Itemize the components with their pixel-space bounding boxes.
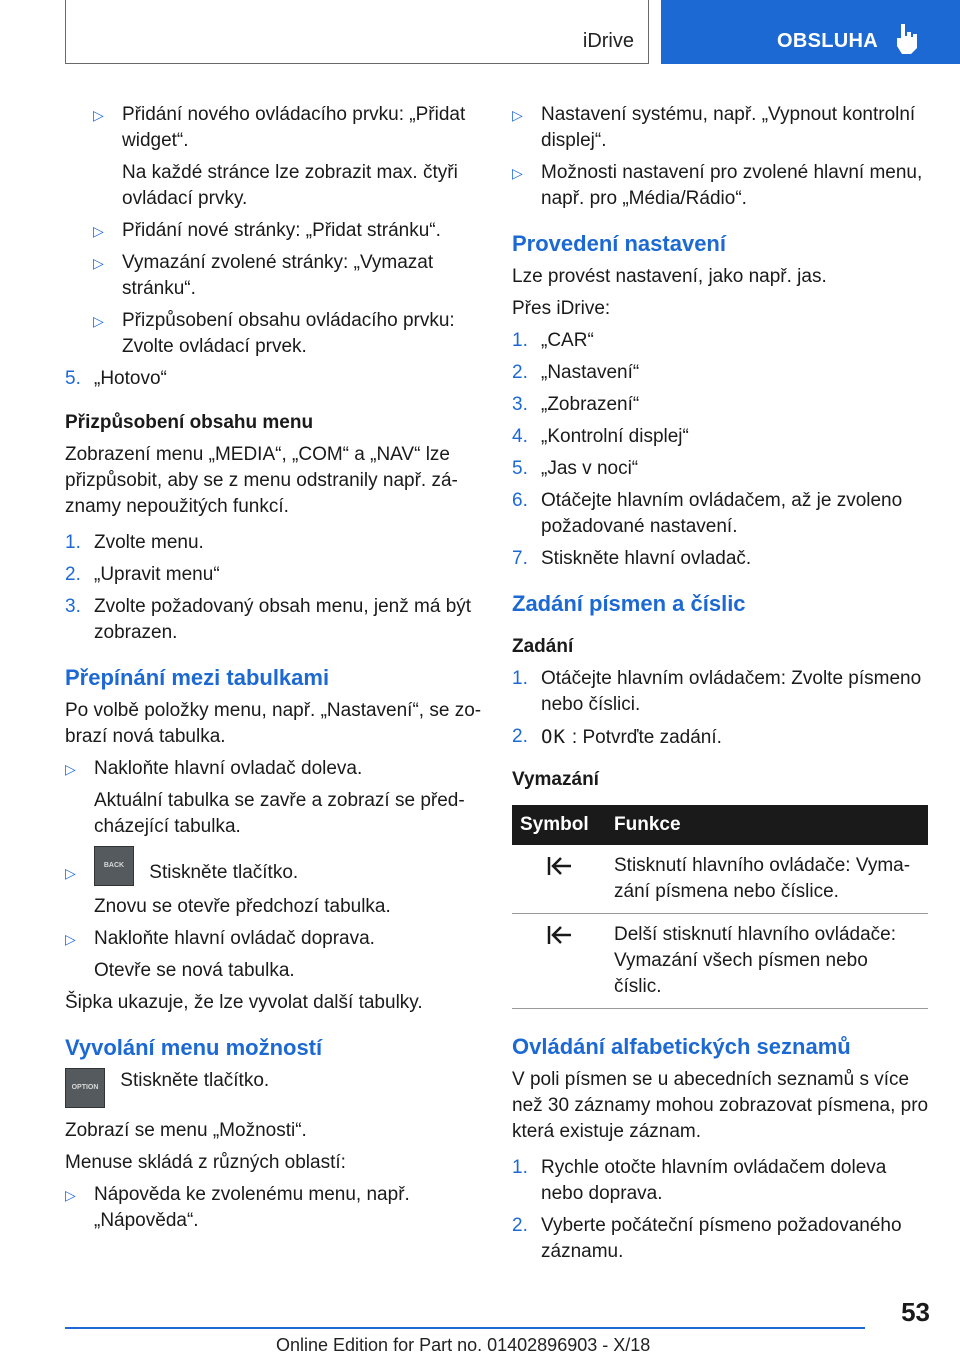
list-item-note: Otevře se nová tabulka.	[94, 960, 295, 981]
list-item-note: Znovu se otevře předchozí tabulka.	[94, 896, 391, 917]
step-item: 1. Rychle otočte hlavním ovládačem doleva nebo doprava.	[512, 1157, 887, 1204]
press-button-text: Stiskněte tlačítko.	[120, 1070, 270, 1091]
triangle-bullet-icon: ▷	[512, 165, 523, 181]
step-item: 2. „Upravit menu“	[65, 564, 220, 585]
hand-pointer-icon	[895, 22, 921, 54]
table-cell-function: Stisknutí hlavního ovládače: Vymazání písmena nebo číslice.	[606, 845, 928, 914]
list-item-note: Na každé stránce lze zobrazit max. čtyři ovládací prvky.	[122, 162, 458, 209]
heading-customize-menu: Přizpůsobení obsahu menu	[65, 412, 314, 433]
step-item: 1. „CAR“	[512, 330, 594, 351]
list-item: ▷ Nápověda ke zvolenému menu, např. „Nápověda“.	[65, 1184, 410, 1231]
delete-arrow-icon	[545, 924, 573, 946]
press-button-text: Stiskněte tlačítko.	[149, 862, 299, 883]
list-item: ▷ Nakloňte hlavní ovládač doprava.	[65, 926, 485, 952]
triangle-bullet-icon: ▷	[65, 761, 76, 777]
triangle-bullet-icon: ▷	[512, 107, 523, 123]
triangle-bullet-icon: ▷	[65, 1187, 76, 1203]
step-item: 6. Otáčejte hlavním ovládačem, až je zvoleno požadované nastavení.	[512, 490, 903, 537]
table-row	[512, 914, 928, 1009]
left-column	[65, 102, 485, 1240]
step-item: 2. OK : Potvrďte zadání.	[512, 726, 722, 748]
paragraph-via: Přes iDrive:	[512, 298, 611, 319]
heading-alphabetic-lists: Ovládání alfabetických seznamů	[512, 1034, 851, 1059]
option-key-row	[65, 1068, 485, 1112]
list-item-note: Aktuální tabulka se zavře a zobrazí se předcházející tabulka.	[94, 790, 465, 837]
footer-edition: Online Edition for Part no. 01402896903 - X/18	[276, 1335, 651, 1355]
heading-letters-numbers: Zadání písmen a číslic	[512, 591, 746, 616]
page-number: 53	[901, 1297, 930, 1327]
step-item: 2. Vyberte počáteční písmeno požadovaného záznamu.	[512, 1215, 902, 1262]
triangle-bullet-icon: ▷	[93, 313, 104, 329]
list-item: ▷ Nastavení systému, např. „Vypnout kontrolní displej“.	[512, 104, 916, 151]
list-item: ▷ Vymazání zvolené stránky: „Vymazat stránku“.	[93, 252, 434, 299]
header-chapter-box	[661, 0, 960, 64]
heading-options-menu: Vyvolání menu možností	[65, 1035, 323, 1060]
step-number: 5.	[65, 368, 81, 389]
step-item: 3. „Zobrazení“	[512, 394, 640, 415]
triangle-bullet-icon: ▷	[65, 931, 76, 947]
list-item: ▷ Přidání nového ovládacího prvku: „Přidat widget“.	[93, 104, 466, 151]
header-section-box	[65, 0, 649, 64]
step-item: 4. „Kontrolní displej“	[512, 426, 689, 447]
table-header-symbol: Symbol	[512, 805, 606, 845]
paragraph-consists: Menuse skládá z různých oblastí:	[65, 1152, 346, 1173]
list-item: ▷ Přidání nové stránky: „Přidat stránku“.	[65, 218, 485, 244]
step-item: 1. Zvolte menu.	[65, 532, 204, 553]
list-item: ▷ Přizpůsobení obsahu ovládacího prvku: Zvolte ovládací prvek.	[93, 310, 455, 357]
header-section-title: iDrive	[582, 30, 634, 52]
list-item	[65, 846, 485, 888]
heading-switch-tabs: Přepínání mezi tabulkami	[65, 665, 330, 690]
step-item: 5. „Hotovo“	[65, 366, 485, 392]
heading-entry: Zadání	[512, 636, 574, 657]
right-column	[512, 102, 930, 1271]
table-cell-function: Delší stisknutí hlavního ovládače: Vymazání všech písmen nebo číslic.	[606, 914, 928, 1009]
step-item: 2. „Nastavení“	[512, 362, 640, 383]
list-item: ▷ Nakloňte hlavní ovladač doleva.	[65, 756, 485, 782]
heading-settings: Provedení nastavení	[512, 231, 726, 256]
list-item: ▷ Možnosti nastavení pro zvolené hlavní menu, např. pro „Média/Rádio“.	[512, 162, 923, 209]
footer-divider	[65, 1327, 865, 1329]
header-chapter-title: OBSLUHA	[777, 30, 878, 52]
paragraph-alpha: V poli písmen se u abecedních seznamů s více než 30 záznamy mohou zobrazovat písmena, pro která existuje záznam.	[512, 1069, 929, 1142]
paragraph-customize: Zobrazení menu „MEDIA“, „COM“ a „NAV“ lze přizpůsobit, aby se z menu odstranily např. záznamy nepoužitých funkcí.	[65, 444, 458, 517]
ok-icon: OK	[541, 726, 566, 748]
paragraph-tabs: Po volbě položky menu, např. „Nastavení“, se zobrazí nová tabulka.	[65, 700, 482, 747]
back-key-icon: BACK	[94, 846, 134, 886]
table-header-row	[512, 805, 928, 845]
option-key-icon: OPTION	[65, 1068, 105, 1108]
delete-symbol-table	[512, 805, 928, 1009]
step-item: 1. Otáčejte hlavním ovládačem: Zvolte písmeno nebo číslici.	[512, 668, 922, 715]
triangle-bullet-icon: ▷	[65, 865, 76, 881]
step-item: 3. Zvolte požadovaný obsah menu, jenž má být zobrazen.	[65, 596, 472, 643]
paragraph-settings: Lze provést nastavení, jako např. jas.	[512, 266, 827, 287]
triangle-bullet-icon: ▷	[93, 255, 104, 271]
paragraph-shows: Zobrazí se menu „Možnosti“.	[65, 1120, 307, 1141]
table-header-function: Funkce	[606, 805, 928, 845]
paragraph-arrow: Šipka ukazuje, že lze vyvolat další tabulky.	[65, 992, 423, 1013]
table-row	[512, 845, 928, 914]
triangle-bullet-icon: ▷	[93, 107, 104, 123]
heading-delete: Vymazání	[512, 769, 599, 790]
triangle-bullet-icon: ▷	[93, 223, 104, 239]
step-item: 7. Stiskněte hlavní ovladač.	[512, 548, 752, 569]
step-item: 5. „Jas v noci“	[512, 458, 639, 479]
delete-arrow-icon	[545, 855, 573, 877]
